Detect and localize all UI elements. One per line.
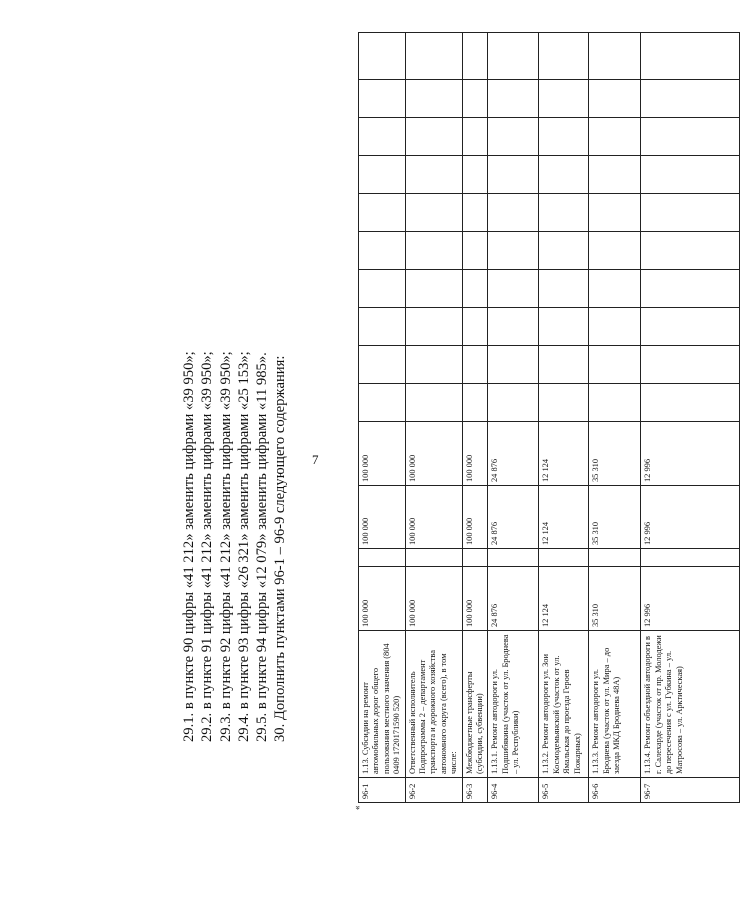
table-row	[359, 33, 406, 803]
empty-cell	[488, 194, 539, 232]
row-name-cell: 1.13.4. Ремонт объездной автодороги в г. Салехарде (участок от пр. Молодежи до пересечения с ул. Губкина – ул. Матросова – ул. Арктическая)	[641, 631, 740, 778]
empty-cell	[462, 308, 488, 346]
empty-cell	[539, 80, 589, 118]
empty-cell	[641, 118, 740, 156]
empty-cell	[641, 80, 740, 118]
empty-cell	[589, 156, 641, 194]
empty-cell	[589, 194, 641, 232]
table-row	[589, 33, 641, 803]
rotated-page-content	[180, 0, 684, 905]
empty-cell	[405, 118, 462, 156]
empty-cell	[539, 232, 589, 270]
empty-cell	[641, 270, 740, 308]
empty-cell	[539, 156, 589, 194]
table-row	[462, 33, 488, 803]
empty-cell	[488, 308, 539, 346]
amendment-item: 29.1. в пункте 90 цифры «41 212» заменить цифрами «39 950»;	[181, 351, 197, 742]
empty-cell	[359, 232, 406, 270]
row-name-cell: 1.13.2. Ремонт автодороги ул. Зои Космодемьянской (участок от ул. Ямальская до проезда Героев Пожарных)	[539, 631, 589, 778]
empty-cell	[462, 33, 488, 80]
empty-cell	[488, 549, 539, 567]
empty-cell	[405, 80, 462, 118]
value-cell: 100 000	[462, 422, 488, 486]
empty-cell	[488, 346, 539, 384]
table-row	[641, 33, 740, 803]
empty-cell	[405, 384, 462, 422]
empty-cell	[641, 33, 740, 80]
empty-cell	[589, 232, 641, 270]
value-cell: 12 996	[641, 422, 740, 486]
empty-cell	[405, 194, 462, 232]
value-cell: 35 310	[589, 486, 641, 549]
empty-cell	[488, 33, 539, 80]
empty-cell	[589, 118, 641, 156]
value-cell: 12 124	[539, 422, 589, 486]
empty-cell	[589, 346, 641, 384]
row-name-cell: Межбюджетные трансферты (субсидии, субвенции)	[462, 631, 488, 778]
empty-cell	[539, 118, 589, 156]
empty-cell	[359, 346, 406, 384]
empty-cell	[462, 346, 488, 384]
empty-cell	[641, 156, 740, 194]
row-name-cell: 1.13.3. Ремонт автодороги ул. Броднева (участок от ул. Мира – до заезда МКД Броднева 48А)	[589, 631, 641, 778]
value-cell: 100 000	[405, 567, 462, 631]
empty-cell	[539, 384, 589, 422]
row-number-cell: 96-6	[589, 778, 641, 803]
empty-cell	[589, 33, 641, 80]
empty-cell	[405, 156, 462, 194]
row-number-cell: 96-2	[405, 778, 462, 803]
empty-cell	[488, 156, 539, 194]
empty-cell	[405, 549, 462, 567]
empty-cell	[589, 384, 641, 422]
value-cell: 12 996	[641, 486, 740, 549]
empty-cell	[641, 194, 740, 232]
empty-cell	[539, 33, 589, 80]
empty-cell	[641, 384, 740, 422]
empty-cell	[359, 384, 406, 422]
empty-cell	[359, 33, 406, 80]
empty-cell	[359, 80, 406, 118]
value-cell: 35 310	[589, 422, 641, 486]
empty-cell	[462, 549, 488, 567]
amendment-item: 29.5. в пункте 94 цифры «12 079» заменить цифрами «11 985».	[254, 352, 271, 742]
value-cell: 100 000	[359, 422, 406, 486]
empty-cell	[405, 346, 462, 384]
empty-cell	[641, 232, 740, 270]
empty-cell	[462, 384, 488, 422]
row-number-cell: 96-5	[539, 778, 589, 803]
table-row	[405, 33, 462, 803]
empty-cell	[539, 549, 589, 567]
row-number-cell: 96-7	[641, 778, 740, 803]
empty-cell	[539, 346, 589, 384]
value-cell: 12 996	[641, 567, 740, 631]
value-cell: 35 310	[589, 567, 641, 631]
empty-cell	[539, 270, 589, 308]
empty-cell	[405, 232, 462, 270]
amendment-item: 29.4. в пункте 93 цифры «26 321» заменить цифрами «25 153»;	[235, 351, 252, 742]
row-name-cell: 1.13.1. Ремонт автодороги ул. Подшибякина (участок от ул. Броднева – ул. Республики)	[488, 631, 539, 778]
empty-cell	[488, 384, 539, 422]
row-name-cell: 1.13. Субсидии на ремонт автомобильных дорог общего пользования местного значения (804 0409 1720171590 520)	[359, 631, 406, 778]
empty-cell	[359, 270, 406, 308]
empty-cell	[641, 308, 740, 346]
empty-cell	[462, 156, 488, 194]
empty-cell	[359, 308, 406, 346]
empty-cell	[488, 270, 539, 308]
opening-quote-mark: «	[352, 805, 362, 810]
amendment-item: 29.3. в пункте 92 цифры «41 212» заменить цифрами «39 950»;	[217, 351, 234, 742]
empty-cell	[589, 549, 641, 567]
value-cell: 24 876	[488, 486, 539, 549]
empty-cell	[641, 549, 740, 567]
amendment-item: 30. Дополнить пунктами 96-1 – 96-9 следующего содержания:	[272, 355, 289, 742]
empty-cell	[359, 549, 406, 567]
empty-cell	[589, 308, 641, 346]
empty-cell	[589, 270, 641, 308]
empty-cell	[359, 194, 406, 232]
empty-cell	[462, 80, 488, 118]
value-cell: 100 000	[359, 486, 406, 549]
table-row	[488, 33, 539, 803]
empty-cell	[462, 194, 488, 232]
row-number-cell: 96-4	[488, 778, 539, 803]
empty-cell	[488, 118, 539, 156]
amendment-list	[180, 182, 290, 742]
row-number-cell: 96-1	[359, 778, 406, 803]
table-row	[539, 33, 589, 803]
empty-cell	[359, 118, 406, 156]
value-cell: 24 876	[488, 422, 539, 486]
empty-cell	[539, 308, 589, 346]
amendment-item: 29.2. в пункте 91 цифры «41 212» заменить цифрами «39 950»;	[199, 351, 216, 742]
value-cell: 100 000	[462, 486, 488, 549]
empty-cell	[462, 118, 488, 156]
empty-cell	[539, 194, 589, 232]
value-cell: 100 000	[405, 422, 462, 486]
value-cell: 24 876	[488, 567, 539, 631]
empty-cell	[488, 232, 539, 270]
value-cell: 12 124	[539, 486, 589, 549]
row-number-cell: 96-3	[462, 778, 488, 803]
empty-cell	[405, 308, 462, 346]
empty-cell	[462, 270, 488, 308]
empty-cell	[589, 80, 641, 118]
row-name-cell: Ответственный исполнитель Подпрограммы 2 – департамент транспорта и дорожного хозяйства автономного округа (всего), в том числе:	[405, 631, 462, 778]
program-funding-table	[358, 32, 740, 803]
empty-cell	[462, 232, 488, 270]
value-cell: 100 000	[359, 567, 406, 631]
empty-cell	[405, 33, 462, 80]
value-cell: 12 124	[539, 567, 589, 631]
empty-cell	[359, 156, 406, 194]
page-number: 7	[312, 452, 319, 467]
empty-cell	[488, 80, 539, 118]
value-cell: 100 000	[462, 567, 488, 631]
empty-cell	[641, 346, 740, 384]
empty-cell	[405, 270, 462, 308]
value-cell: 100 000	[405, 486, 462, 549]
